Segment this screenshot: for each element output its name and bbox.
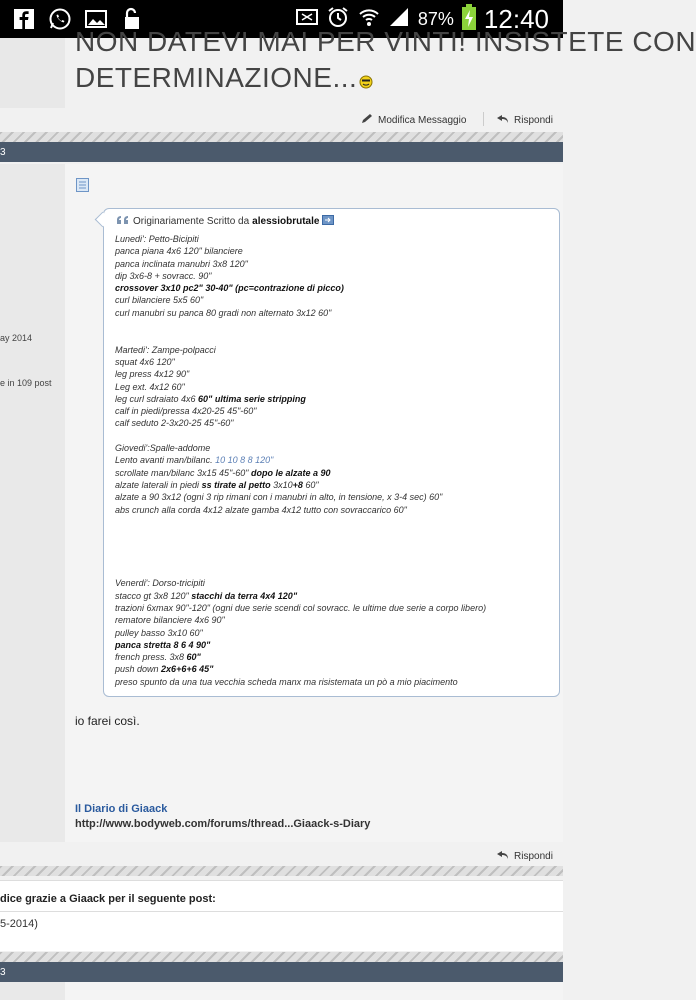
reply-label: Rispondi [514,851,553,862]
post-actions-bottom [0,844,563,866]
next-user-sidebar [0,982,65,1000]
reply-button-bottom[interactable] [496,849,553,864]
quote-prefix: Originariamente Scritto da [133,216,250,227]
document-icon [76,178,89,192]
quote-header [116,215,334,228]
quote-line: trazioni 6xmax 90"-120" (ogni due serie scendi col sovracc. le ultime due serie a corpo libero) [115,602,487,613]
thanks-list: 5-2014) [0,918,38,930]
battery-percent: 87% [417,9,454,29]
quote-line: Martedi': Zampe-polpacci [115,344,216,355]
quote-line [115,430,486,442]
quote-line: Leg ext. 4x12 60" [115,381,185,392]
thanks-divider [0,911,563,912]
quote-line: crossover 3x10 pc2" 30-40" (pc=contrazione di picco) [115,283,344,294]
previous-post-sidebar [0,38,65,110]
action-divider [483,112,484,126]
quote-line-fragment: 60" [302,479,319,490]
quote-line [115,553,486,565]
thanks-panel [0,880,563,951]
quote-line [115,590,486,602]
thanks-header: dice grazie a Giaack per il seguente post: [0,893,216,905]
facebook-icon [12,7,36,31]
quote-line [115,331,486,343]
quote-line: alzate a 90 3x12 (ogni 3 rip rimani con i manubri in alto, in tensione, x 3-4 sec) 60" [115,492,443,503]
quote-line [115,454,486,466]
quote-line: Giovedi':Spalle-addome [115,443,211,454]
separator [0,952,563,962]
quote-line [115,467,486,479]
quote-line-fragment: alzate laterali in piedi [115,479,202,490]
quote-line: rematore bilanciere 4x6 90" [115,615,225,626]
post-count: e in 109 post [0,378,52,388]
quote-line-fragment: ss tirate al petto [201,479,271,490]
quote-line [115,565,486,577]
view-post-icon[interactable] [322,215,334,228]
edit-post-label: Modifica Messaggio [378,115,467,126]
quote-line-fragment: french press. 3x8 [115,652,187,663]
quote-line-fragment: 2x6+6+6 45" [161,664,214,675]
quote-content [115,233,486,688]
quote-line: panca piana 4x6 120" bilanciere [115,246,243,257]
quote-line-fragment: 60" ultima serie stripping [198,393,306,404]
signature-title[interactable]: Il Diario di Giaack [75,803,168,815]
join-date: ay 2014 [0,333,33,343]
reply-button[interactable] [496,113,553,128]
quote-line-fragment: Lento avanti man/bilanc. [115,455,216,466]
quote-line-fragment: +8 [292,479,303,490]
quote-line: panca stretta 8 6 4 90" [115,639,211,650]
quote-line: leg press 4x12 90" [115,369,190,380]
quote-line [115,393,486,405]
quote-line [115,663,486,675]
quote-line: calf in piedi/pressa 4x20-25 45"-60" [115,406,257,417]
clock: 12:40 [483,4,549,34]
quote-line-fragment: dopo le alzate a 90 [250,467,331,478]
quote-line: abs crunch alla corda 4x12 alzate gamba 4x12 tutto con sovraccarico 60" [115,504,407,515]
separator [0,866,563,876]
smiley-icon [359,64,373,96]
quote-line: curl manubri su panca 80 gradi non alternato 3x12 60" [115,307,332,318]
quote-line: Venerdi': Dorso-tricipiti [115,578,205,589]
post-actions [0,108,563,130]
next-post-header [0,962,563,982]
post-message: io farei così. [75,714,140,728]
quote-line: calf seduto 2-3x20-25 45"-60" [115,418,234,429]
quote-line-fragment: leg curl sdraiato 4x6 [115,393,199,404]
quote-line [115,651,486,663]
quote-box [103,208,560,697]
quote-line-fragment: 10 10 8 8 120" [215,455,274,466]
signature-link[interactable]: http://www.bodyweb.com/forums/thread...Giaack-s-Diary [75,818,371,830]
previous-post-text-line2-label: DETERMINAZIONE... [75,62,358,93]
quote-line [115,540,486,552]
whatsapp-icon [48,7,72,31]
quote-line: Lunedi': Petto-Bicipiti [115,234,199,244]
quote-line [115,319,486,331]
post-number: 3 [0,147,6,158]
quote-line: squat 4x6 120" [115,356,175,367]
reply-arrow-icon [496,113,510,128]
quote-author: alessiobrutale [252,216,320,227]
quote-line: curl bilanciere 5x5 60" [115,295,204,306]
reply-arrow-icon [496,849,510,864]
quote-line [115,479,486,491]
quote-line: preso spunto da una tua vecchia scheda manx ma risistemata un pò a mio piacimento [115,676,458,687]
quote-line: dip 3x6-8 + sovracc. 90" [115,270,212,281]
previous-post-text-line2 [75,62,373,96]
separator [0,132,563,142]
quote-line-fragment: stacchi da terra 4x4 120" [191,590,298,601]
quote-line-fragment: push down [115,664,162,675]
next-post-body [65,982,563,1000]
pencil-icon [360,113,374,128]
quote-line-fragment: scrollate man/bilanc 3x15 45"-60" [115,467,251,478]
post-header [0,142,563,162]
next-post-number: 3 [0,967,6,978]
quote-line [115,528,486,540]
previous-post-text-line1: NON DATEVI MAI PER VINTI! INSISTETE CON [75,26,696,57]
quote-icon [116,215,130,228]
quote-line-fragment: 60" [186,652,201,663]
quote-line-fragment: stacco gt 3x8 120" [115,590,192,601]
user-sidebar [0,164,65,842]
quote-line [115,516,486,528]
edit-post-button[interactable] [360,113,466,128]
quote-line: pulley basso 3x10 60" [115,627,203,638]
reply-label: Rispondi [514,115,553,126]
quote-line: panca inclinata manubri 3x8 120" [115,258,248,269]
quote-line-fragment: 3x10 [270,479,293,490]
